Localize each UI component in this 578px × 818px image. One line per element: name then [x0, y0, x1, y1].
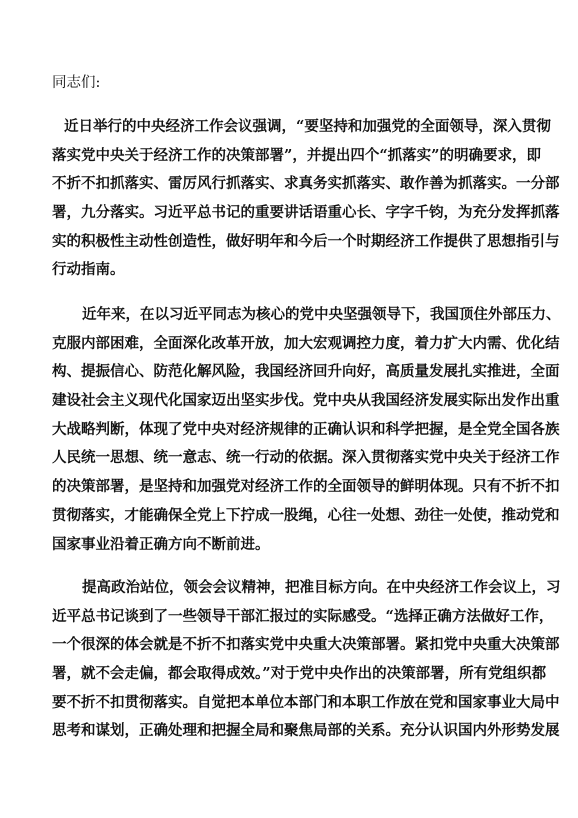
- paragraph-line: 近日举行的中央经济工作会议强调，“要坚持和加强党的全面领导，深入贯彻: [64, 118, 551, 135]
- paragraph-line: 不折不扣抓落实、雷厉风行抓落实、求真务实抓落实、敢作善为抓落实。一分部: [52, 175, 560, 193]
- paragraph-line: 近平总书记谈到了一些领导干部汇报过的实际感受。“选择正确方法做好工作，: [52, 607, 554, 625]
- paragraph-line: 克服内部困难，全面深化改革开放，加大宏观调控力度，着力扩大内需、优化结: [52, 334, 560, 352]
- paragraph-2: [52, 301, 561, 559]
- paragraph-line: 落实党中央关于经济工作的决策部署”，并提出四个“抓落实”的明确要求，即: [52, 146, 542, 164]
- paragraph-3: [52, 574, 561, 746]
- paragraph-line: 国家事业沿着正确方向不断前进。: [52, 535, 270, 553]
- paragraph-line: 思考和谋划，正确处理和把握全局和聚焦局部的关系。充分认识国内外形势发展: [52, 722, 560, 740]
- paragraph-line: 的决策部署，是坚持和加强党对经济工作的全面领导的鲜明体现。只有不折不扣: [52, 478, 560, 496]
- paragraph-line: 行动指南。: [52, 261, 125, 279]
- paragraph-line: 建设社会主义现代化国家迈出坚实步伐。党中央从我国经济发展实际出发作出重: [52, 392, 560, 410]
- paragraph-line: 提高政治站位，领会会议精神，把准目标方向。在中央经济工作会议上，习: [82, 579, 561, 596]
- paragraph-line: 署，九分落实。习近平总书记的重要讲话语重心长、字字千钧，为充分发挥抓落: [52, 204, 560, 222]
- paragraph-line: 人民统一思想、统一意志、统一行动的依据。深入贯彻落实党中央关于经济工作: [52, 449, 560, 467]
- paragraph-line: 署，就不会走偏，都会取得成效。”对于党中央作出的决策部署，所有党组织都: [52, 665, 547, 683]
- paragraph-line: 一个很深的体会就是不折不扣落实党中央重大决策部署。紧扣党中央重大决策部: [52, 636, 560, 654]
- paragraph-1: [52, 113, 560, 285]
- paragraph-line: 近年来，在以习近平同志为核心的党中央坚强领导下，我国顶住外部压力、: [82, 306, 561, 323]
- paragraph-line: 构、提振信心、防范化解风险，我国经济回升向好，高质量发展扎实推进，全面: [52, 363, 560, 381]
- paragraph-line: 大战略判断，体现了党中央对经济规律的正确认识和科学把握，是全党全国各族: [52, 420, 560, 438]
- paragraph-line: 要不折不扣贯彻落实。自觉把本单位本部门和本职工作放在党和国家事业大局中: [52, 693, 560, 711]
- greeting: 同志们:: [52, 75, 101, 91]
- paragraph-line: 实的积极性主动性创造性，做好明年和今后一个时期经济工作提供了思想指引与: [52, 232, 560, 250]
- paragraph-line: 贯彻落实，才能确保全党上下拧成一股绳，心往一处想、劲往一处使，推动党和: [52, 506, 560, 524]
